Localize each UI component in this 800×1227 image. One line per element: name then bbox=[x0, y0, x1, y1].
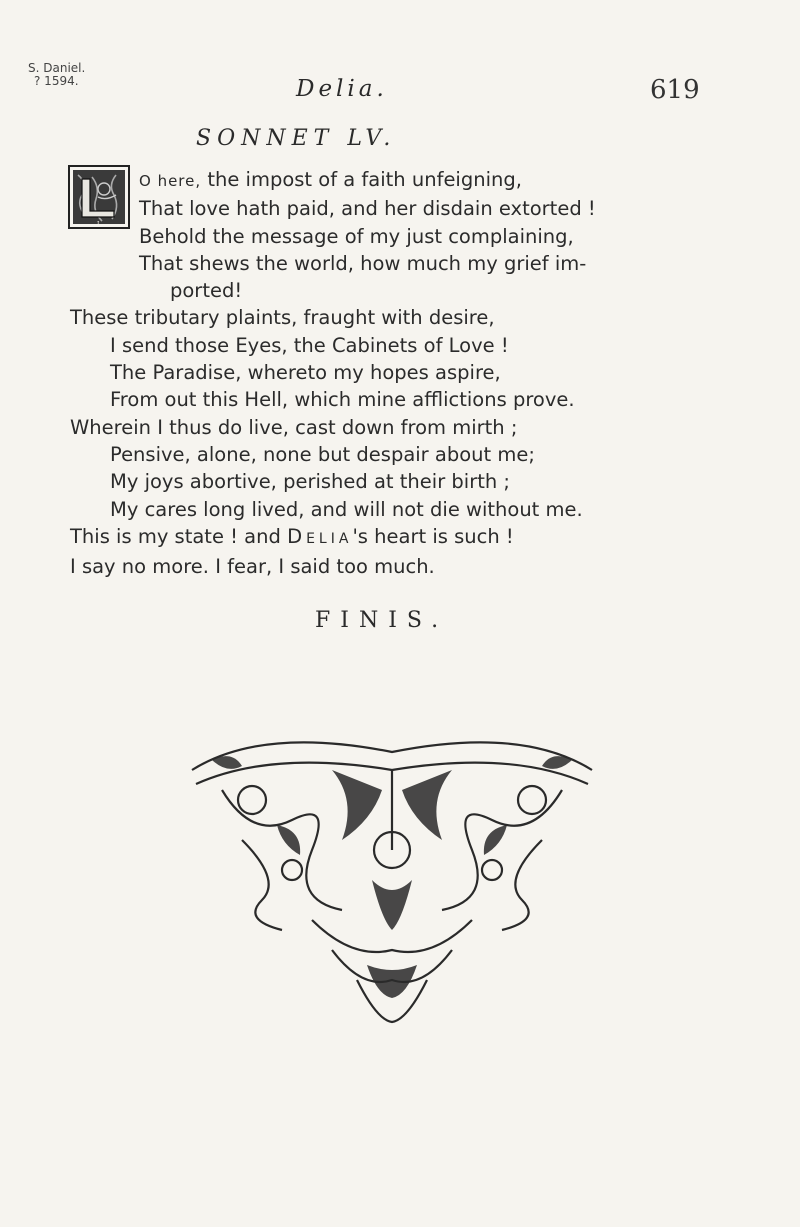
poem-line-12: My cares long lived, and will not die without me. bbox=[110, 497, 583, 521]
delia-name bbox=[287, 525, 352, 548]
poem-line-13-start: This is my state ! and bbox=[70, 524, 288, 548]
margin-note-author: S. Daniel. bbox=[28, 61, 86, 75]
poem-line-1 bbox=[70, 166, 770, 195]
poem-line-6: I send those Eyes, the Cabinets of Love ! bbox=[110, 333, 509, 357]
poem-line-9: Wherein I thus do live, cast down from mirth ; bbox=[70, 415, 518, 439]
poem-line-1-text: the impost of a faith unfeigning, bbox=[201, 168, 522, 191]
poem-line-13 bbox=[70, 523, 770, 553]
running-title: Delia. bbox=[296, 76, 388, 102]
poem-line-10: Pensive, alone, none but despair about me; bbox=[110, 442, 535, 466]
poem-line-4-continuation: ported! bbox=[170, 279, 243, 303]
poem-line-7: The Paradise, whereto my hopes aspire, bbox=[110, 361, 501, 385]
tail-piece-ornament-icon bbox=[182, 730, 602, 1030]
poem-line-5: These tributary plaints, fraught with desire, bbox=[70, 306, 495, 330]
finis-label: FINIS. bbox=[315, 608, 449, 633]
margin-note-date: ? 1594. bbox=[34, 74, 79, 88]
margin-note bbox=[28, 62, 85, 88]
opening-words: O here, bbox=[139, 172, 202, 190]
sonnet-title: SONNET LV. bbox=[196, 126, 397, 151]
poem-line-2: That love hath paid, and her disdain extorted ! bbox=[139, 197, 596, 221]
poem-line-4: That shews the world, how much my grief im- bbox=[139, 251, 587, 275]
poem-line-14: I say no more. I fear, I said too much. bbox=[70, 555, 435, 579]
poem-line-8: From out this Hell, which mine afflictions prove. bbox=[110, 388, 575, 412]
delia-name-first: D bbox=[287, 524, 307, 548]
delia-name-rest: ELIA bbox=[306, 530, 353, 547]
poem-line-11: My joys abortive, perished at their birth ; bbox=[110, 470, 510, 494]
poem-line-13-end: 's heart is such ! bbox=[352, 524, 514, 548]
initial-letter: L bbox=[97, 221, 101, 228]
poem-line-3: Behold the message of my just complaining, bbox=[139, 224, 574, 248]
page-number: 619 bbox=[650, 75, 700, 105]
poem-body bbox=[70, 166, 770, 580]
